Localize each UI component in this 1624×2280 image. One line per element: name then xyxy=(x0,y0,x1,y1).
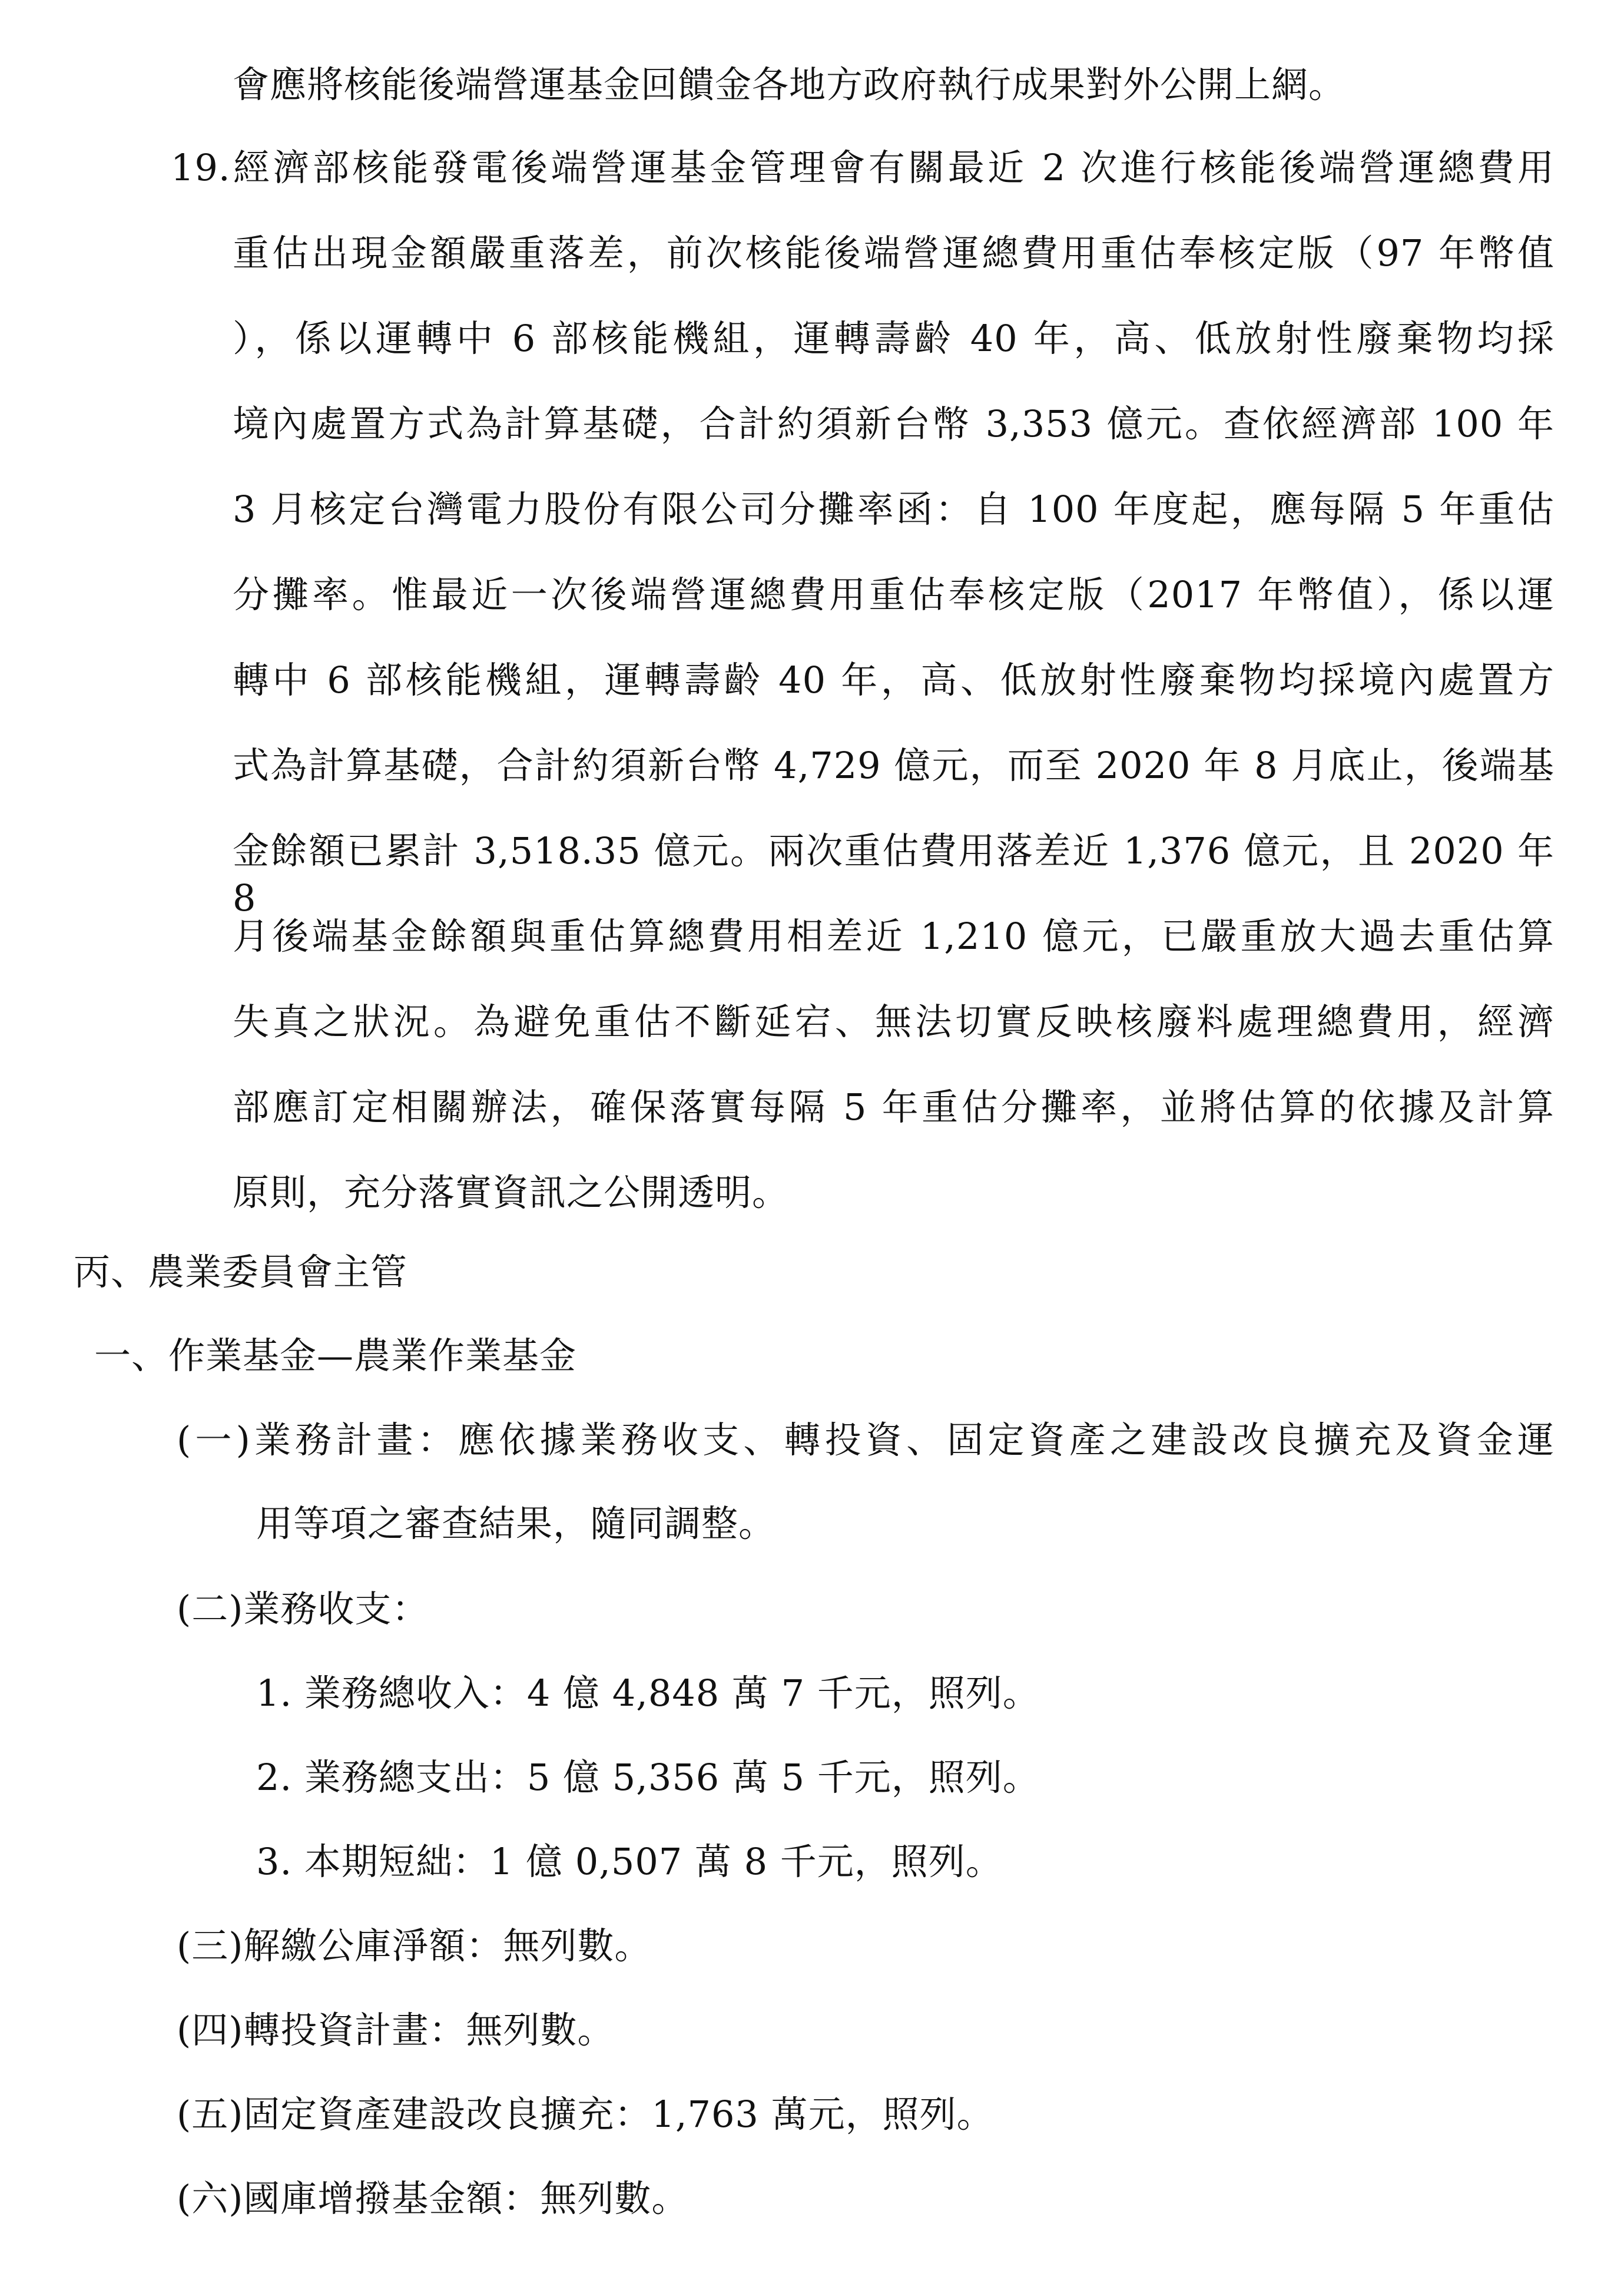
item-5: (五)固定資產建設改良擴充：1,763 萬元，照列。 xyxy=(177,2093,994,2136)
text-line: 月後端基金餘額與重估算總費用相差近 1,210 億元，已嚴重放大過去重估算 xyxy=(233,915,1555,958)
text-line: 分攤率。惟最近一次後端營運總費用重估奉核定版（2017 年幣值），係以運 xyxy=(233,573,1555,616)
sub-item: 2. 業務總支出：5 億 5,356 萬 5 千元，照列。 xyxy=(256,1756,1040,1799)
text-line: 失真之狀況。為避免重估不斷延宕、無法切實反映核廢料處理總費用，經濟 xyxy=(233,1000,1555,1043)
item-19-line: 19.經濟部核能發電後端營運基金管理會有關最近 2 次進行核能後端營運總費用 xyxy=(171,146,1555,189)
item-2-heading: (二)業務收支： xyxy=(177,1587,429,1630)
text-line: 式為計算基礎，合計約須新台幣 4,729 億元，而至 2020 年 8 月底止，後端基 xyxy=(233,744,1555,787)
text-line: 金餘額已累計 3,518.35 億元。兩次重估費用落差近 1,376 億元，且 2020 年 8 xyxy=(233,829,1555,919)
sub-item: 1. 業務總收入：4 億 4,848 萬 7 千元，照列。 xyxy=(256,1672,1040,1715)
text-line: 會應將核能後端營運基金回饋金各地方政府執行成果對外公開上網。 xyxy=(233,63,1346,106)
sub-item: 3. 本期短絀：1 億 0,507 萬 8 千元，照列。 xyxy=(256,1840,1003,1883)
item-6: (六)國庫增撥基金額：無列數。 xyxy=(177,2177,689,2220)
item-3: (三)解繳公庫淨額：無列數。 xyxy=(177,1924,652,1967)
item-1-line: (一)業務計畫：應依據業務收支、轉投資、固定資產之建設改良擴充及資金運 xyxy=(177,1418,1555,1461)
item-4: (四)轉投資計畫：無列數。 xyxy=(177,2008,615,2051)
text-line: 境內處置方式為計算基礎，合計約須新台幣 3,353 億元。查依經濟部 100 年 xyxy=(233,402,1555,445)
text-line: ），係以運轉中 6 部核能機組，運轉壽齡 40 年，高、低放射性廢棄物均採 xyxy=(233,317,1555,360)
text-line: 轉中 6 部核能機組，運轉壽齡 40 年，高、低放射性廢棄物均採境內處置方 xyxy=(233,658,1555,701)
text-line: 原則，充分落實資訊之公開透明。 xyxy=(233,1171,790,1214)
text-line: 3 月核定台灣電力股份有限公司分攤率函：自 100 年度起，應每隔 5 年重估 xyxy=(233,488,1555,531)
section-heading: 丙、農業委員會主管 xyxy=(74,1250,408,1293)
text-line: 用等項之審查結果，隨同調整。 xyxy=(256,1502,776,1545)
subsection-heading: 一、作業基金—農業作業基金 xyxy=(94,1334,577,1377)
text-line: 部應訂定相關辦法，確保落實每隔 5 年重估分攤率，並將估算的依據及計算 xyxy=(233,1086,1555,1129)
text-line: 重估出現金額嚴重落差，前次核能後端營運總費用重估奉核定版（97 年幣值 xyxy=(233,231,1555,274)
